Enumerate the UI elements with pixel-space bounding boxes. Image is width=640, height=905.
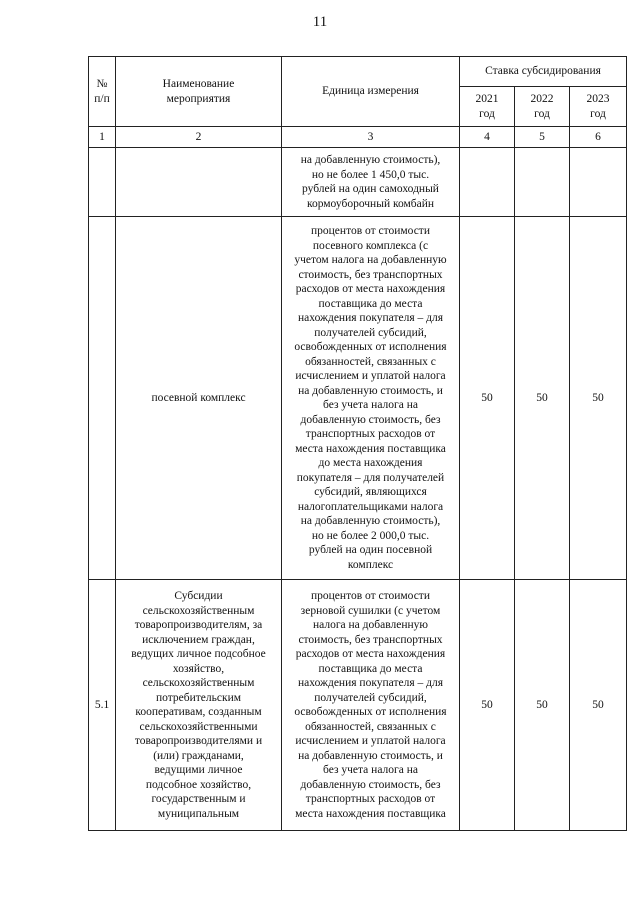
row-rate-2022 xyxy=(515,148,570,217)
text-line: но не более 1 450,0 тыс. xyxy=(311,168,430,181)
column-number: 2 xyxy=(116,127,282,148)
text-line: нахождения покупателя – для xyxy=(298,677,443,689)
text-line: места нахождения поставщика xyxy=(295,807,446,820)
column-number: 6 xyxy=(570,127,627,148)
text-line: стоимость, без транспортных xyxy=(298,633,443,646)
text-line: получателей субсидий, xyxy=(314,326,427,339)
row-number xyxy=(89,148,116,217)
header-year-2021: 2021 год xyxy=(460,87,515,127)
text-line: поставщика до места xyxy=(318,662,423,675)
column-number: 1 xyxy=(89,127,116,148)
text-line: покупателя – для получателей xyxy=(296,471,445,484)
header-year-2023: 2023 год xyxy=(570,87,627,127)
text-line: но не более 2 000,0 тыс. xyxy=(311,529,430,542)
text-line: налогоплательщиками налога xyxy=(297,500,444,513)
text-line: процентов от стоимости xyxy=(311,225,430,237)
column-numbers-row xyxy=(89,127,627,148)
text-line: кооперативам, созданным xyxy=(135,706,262,718)
page-number: 11 xyxy=(312,14,328,30)
text-line: субсидий, являющихся xyxy=(314,486,427,498)
row-rate-2023: 50 xyxy=(570,580,627,831)
text-line: процентов от стоимости xyxy=(311,590,430,602)
row-name xyxy=(116,148,282,217)
text-line: товаропроизводителями и xyxy=(134,735,263,747)
text-line: транспортных расходов от xyxy=(305,428,436,440)
header-name: Наименование мероприятия xyxy=(116,57,282,127)
header-no: № п/п xyxy=(89,57,116,127)
text-line: Субсидии xyxy=(174,590,223,602)
text-line: налога на добавленную xyxy=(312,619,428,631)
table-header-row xyxy=(89,57,627,87)
row-rate-2022: 50 xyxy=(515,580,570,831)
row-rate-2023: 50 xyxy=(570,217,627,580)
text-line: исчислением и уплатой налога xyxy=(295,735,446,747)
table-row xyxy=(89,580,627,831)
text-line: сельскохозяйственными xyxy=(139,720,258,733)
row-rate-2022: 50 xyxy=(515,217,570,580)
text-line: на добавленную стоимость), xyxy=(300,515,441,527)
text-line: зерновой сушилки (с учетом xyxy=(300,604,441,617)
text-line: до места нахождения xyxy=(318,457,423,469)
row-number: 5.1 xyxy=(89,580,116,831)
text-line: рублей на один посевной xyxy=(308,544,433,556)
table-row xyxy=(89,217,627,580)
row-rate-2021: 50 xyxy=(460,580,515,831)
text-line: исчислением и уплатой налога xyxy=(295,370,446,382)
text-line: посевного комплекса (с xyxy=(312,239,429,252)
text-line: товаропроизводителям, за xyxy=(134,619,263,631)
text-line: поставщика до места xyxy=(318,297,423,310)
text-line: на добавленную стоимость), xyxy=(300,154,441,166)
text-line: без учета налога на xyxy=(323,399,418,411)
text-line: кормоуборочный комбайн xyxy=(306,197,435,210)
row-unit xyxy=(282,148,460,217)
text-line: муниципальным xyxy=(157,807,240,820)
text-line: комплекс xyxy=(347,558,394,571)
text-line: исключением граждан, xyxy=(142,633,255,646)
row-rate-2023 xyxy=(570,148,627,217)
text-line: на добавленную стоимость, и xyxy=(298,749,443,762)
text-line: добавленную стоимость, без xyxy=(300,778,441,791)
column-number: 3 xyxy=(282,127,460,148)
text-line: транспортных расходов от xyxy=(305,793,436,805)
text-line: потребительским xyxy=(155,691,241,704)
text-line: нахождения покупателя – для xyxy=(298,312,443,324)
text-line: хозяйство, xyxy=(172,662,225,675)
text-line: (или) гражданами, xyxy=(153,749,244,762)
column-number: 4 xyxy=(460,127,515,148)
text-line: на добавленную стоимость, и xyxy=(298,384,443,397)
text-line: подсобное хозяйство, xyxy=(145,778,252,791)
row-name xyxy=(116,580,282,831)
row-rate-2021 xyxy=(460,148,515,217)
text-line: освобожденных от исполнения xyxy=(294,341,447,353)
text-line: государственным и xyxy=(151,793,246,805)
row-unit xyxy=(282,580,460,831)
row-unit xyxy=(282,217,460,580)
text-line: расходов от места нахождения xyxy=(295,648,446,660)
header-year-2022: 2022 год xyxy=(515,87,570,127)
text-line: обязанностей, связанных с xyxy=(305,720,436,733)
text-line: ведущими личное xyxy=(154,764,243,776)
text-line: сельскохозяйственным xyxy=(142,604,255,617)
text-line: расходов от места нахождения xyxy=(295,283,446,295)
row-number xyxy=(89,217,116,580)
header-rate: Ставка субсидирования xyxy=(460,57,627,87)
text-line: учетом налога на добавленную xyxy=(294,254,447,266)
text-line: освобожденных от исполнения xyxy=(294,706,447,718)
row-name xyxy=(116,217,282,580)
text-line: ведущих личное подсобное xyxy=(131,648,266,660)
text-line: без учета налога на xyxy=(323,764,418,776)
text-line: получателей субсидий, xyxy=(314,691,427,704)
table-row xyxy=(89,148,627,217)
subsidy-rates-table xyxy=(88,56,627,831)
text-line: посевной комплекс xyxy=(151,391,246,404)
text-line: стоимость, без транспортных xyxy=(298,268,443,281)
text-line: сельскохозяйственным xyxy=(142,677,255,689)
text-line: места нахождения поставщика xyxy=(295,442,446,455)
text-line: рублей на один самоходный xyxy=(302,183,439,195)
column-number: 5 xyxy=(515,127,570,148)
text-line: добавленную стоимость, без xyxy=(300,413,441,426)
text-line: обязанностей, связанных с xyxy=(305,355,436,368)
header-unit: Единица измерения xyxy=(282,57,460,127)
row-rate-2021: 50 xyxy=(460,217,515,580)
